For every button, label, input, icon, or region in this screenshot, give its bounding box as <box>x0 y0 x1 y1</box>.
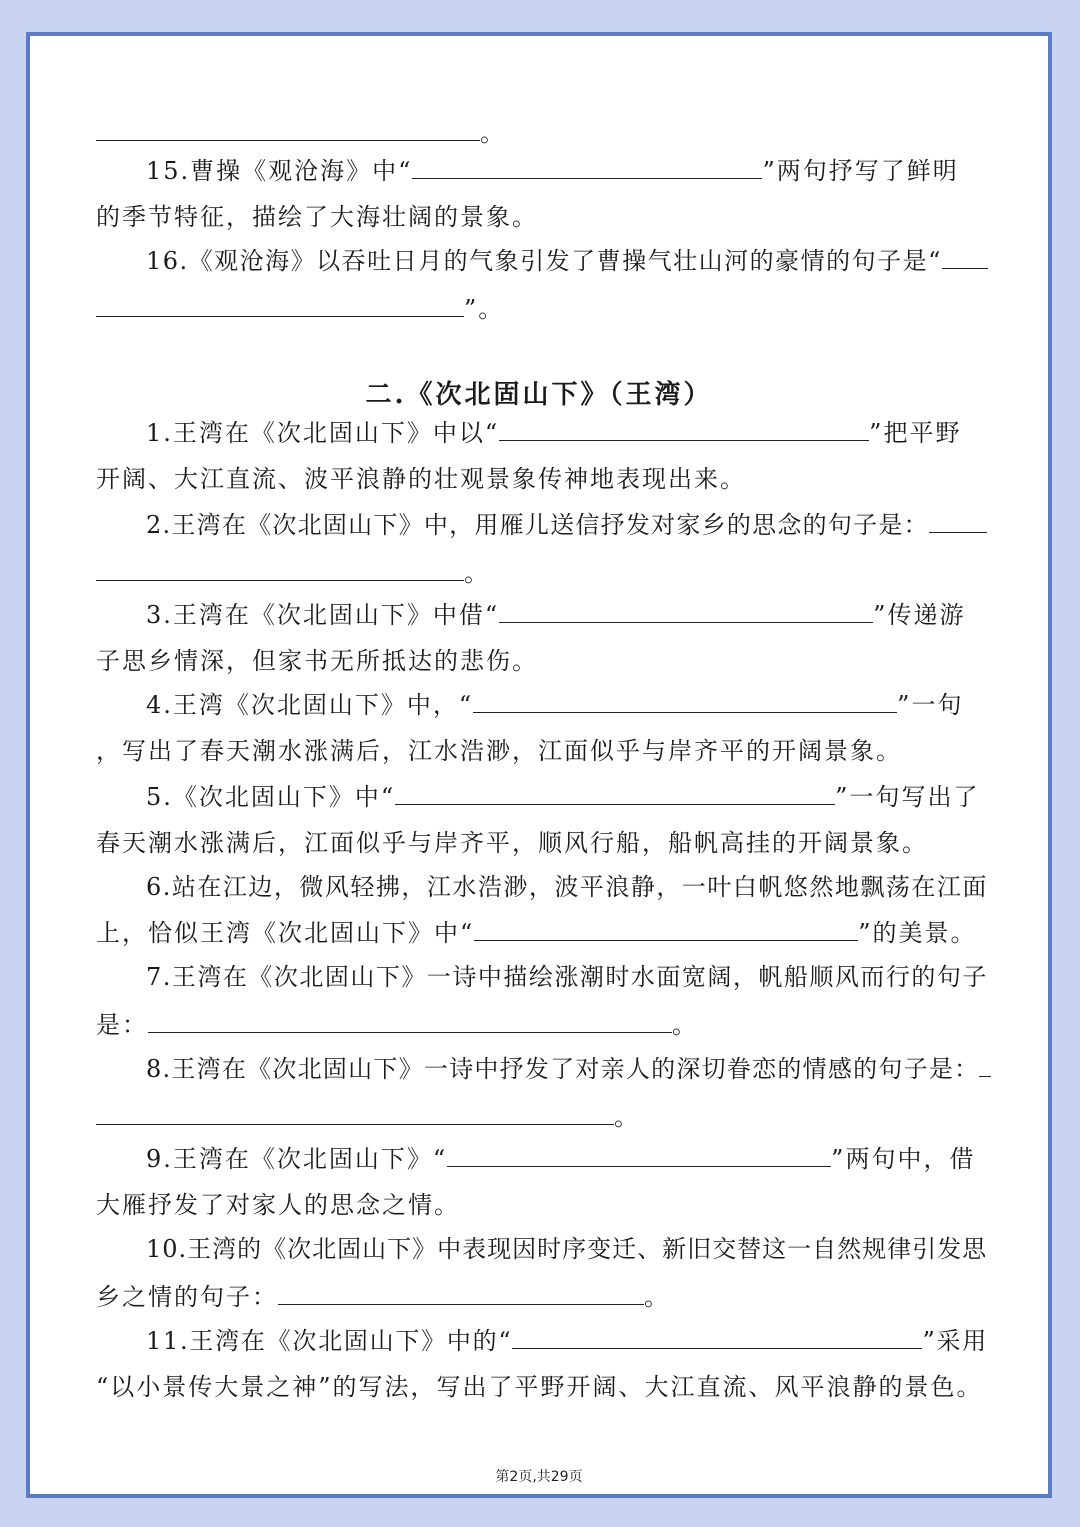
q2-prefix: 2.王湾在《次北固山下》中，用雁儿送信抒发对家乡的思念的句子是： <box>146 511 929 539</box>
answer-blank[interactable] <box>499 600 873 623</box>
answer-blank[interactable] <box>499 418 869 441</box>
q9-line1 <box>146 1144 990 1174</box>
answer-blank[interactable] <box>395 782 835 805</box>
q16-line1 <box>146 246 990 276</box>
q6-prefix: 上，恰似王湾《次北固山下》中“ <box>96 919 475 947</box>
q5-line1 <box>146 782 990 812</box>
q3-line2: 子思乡情深，但家书无所抵达的悲伤。 <box>96 647 538 675</box>
q7-end: 。 <box>672 1011 698 1039</box>
answer-blank[interactable] <box>929 510 987 533</box>
page-number: 第2页,共29页 <box>495 1469 583 1485</box>
answer-blank[interactable] <box>96 294 464 317</box>
answer-blank[interactable] <box>96 1102 614 1125</box>
answer-blank[interactable] <box>447 1144 831 1167</box>
q5-suffix: ”一句写出了 <box>835 783 980 811</box>
q10-end: 。 <box>644 1283 670 1311</box>
q4-suffix: ”一句 <box>897 691 964 719</box>
q7-line1: 7.王湾在《次北固山下》一诗中描绘涨潮时水面宽阔，帆船顺风而行的句子 <box>146 963 988 991</box>
q2-line1 <box>146 510 990 540</box>
q2-line2 <box>96 558 990 588</box>
q15-line1 <box>146 156 990 186</box>
q14-tail-line <box>96 118 990 148</box>
q1-line2: 开阔、大江直流、波平浪静的壮观景象传神地表现出来。 <box>96 465 746 493</box>
q11-prefix: 11.王湾在《次北固山下》中的“ <box>146 1327 513 1355</box>
q4-line2: ，写出了春天潮水涨满后，江水浩渺，江面似乎与岸齐平的开阔景象。 <box>96 737 902 765</box>
q16-prefix: 16.《观沧海》以吞吐日月的气象引发了曹操气壮山河的豪情的句子是“ <box>146 247 942 275</box>
q11-line1 <box>146 1326 990 1356</box>
answer-blank[interactable] <box>512 1326 922 1349</box>
q9-suffix: ”两句中，借 <box>831 1145 976 1173</box>
page-frame <box>26 32 1052 1498</box>
q15-line2: 的季节特征，描绘了大海壮阔的景象。 <box>96 203 538 231</box>
page-content <box>30 36 1048 1494</box>
q6-line1: 6.站在江边，微风轻拂，江水浩渺，波平浪静，一叶白帆悠然地飘荡在江面 <box>146 873 988 901</box>
q1-line1 <box>146 418 990 448</box>
q15-suffix: ”两句抒写了鲜明 <box>762 157 959 185</box>
answer-blank[interactable] <box>148 1010 672 1033</box>
q8-end: 。 <box>614 1103 640 1131</box>
q10-line2 <box>96 1282 990 1312</box>
q8-line2 <box>96 1102 990 1132</box>
q8-line1 <box>146 1054 990 1084</box>
q10-line1: 10.王湾的《次北固山下》中表现因时序变迁、新旧交替这一自然规律引发思 <box>146 1235 988 1263</box>
q2-end: 。 <box>464 559 490 587</box>
q7-prefix: 是： <box>96 1011 148 1039</box>
q10-prefix: 乡之情的句子： <box>96 1283 278 1311</box>
answer-blank[interactable] <box>979 1054 991 1077</box>
q9-line2: 大雁抒发了对家人的思念之情。 <box>96 1191 460 1219</box>
answer-blank[interactable] <box>942 246 988 269</box>
q4-line1 <box>146 690 990 720</box>
q5-prefix: 5.《次北固山下》中“ <box>146 783 396 811</box>
q16-end: ”。 <box>464 295 505 323</box>
q1-suffix: ”把平野 <box>869 419 962 447</box>
answer-blank[interactable] <box>278 1282 644 1305</box>
q14-tail: 。 <box>480 119 506 147</box>
q8-prefix: 8.王湾在《次北固山下》一诗中抒发了对亲人的深切眷恋的情感的句子是： <box>146 1055 980 1083</box>
answer-blank[interactable] <box>96 558 464 581</box>
answer-blank[interactable] <box>412 156 762 179</box>
q3-prefix: 3.王湾在《次北固山下》中借“ <box>146 601 500 629</box>
q16-line2 <box>96 294 990 324</box>
q3-line1 <box>146 600 990 630</box>
answer-blank[interactable] <box>473 690 897 713</box>
answer-blank[interactable] <box>474 918 858 941</box>
q11-line2: “以小景传大景之神”的写法，写出了平野开阔、大江直流、风平浪静的景色。 <box>96 1373 983 1401</box>
section-title: 二.《次北固山下》（王湾） <box>365 380 713 410</box>
q6-suffix: ”的美景。 <box>858 919 977 947</box>
q7-line2 <box>96 1010 990 1040</box>
q3-suffix: ”传递游 <box>873 601 966 629</box>
q6-line2 <box>96 918 990 948</box>
q1-prefix: 1.王湾在《次北固山下》中以“ <box>146 419 500 447</box>
answer-blank[interactable] <box>96 118 480 141</box>
q15-prefix: 15.曹操《观沧海》中“ <box>146 157 413 185</box>
q9-prefix: 9.王湾在《次北固山下》“ <box>146 1145 448 1173</box>
q4-prefix: 4.王湾《次北固山下》中，“ <box>146 691 474 719</box>
q11-suffix: ”采用 <box>922 1327 988 1355</box>
q5-line2: 春天潮水涨满后，江面似乎与岸齐平，顺风行船，船帆高挂的开阔景象。 <box>96 829 928 857</box>
